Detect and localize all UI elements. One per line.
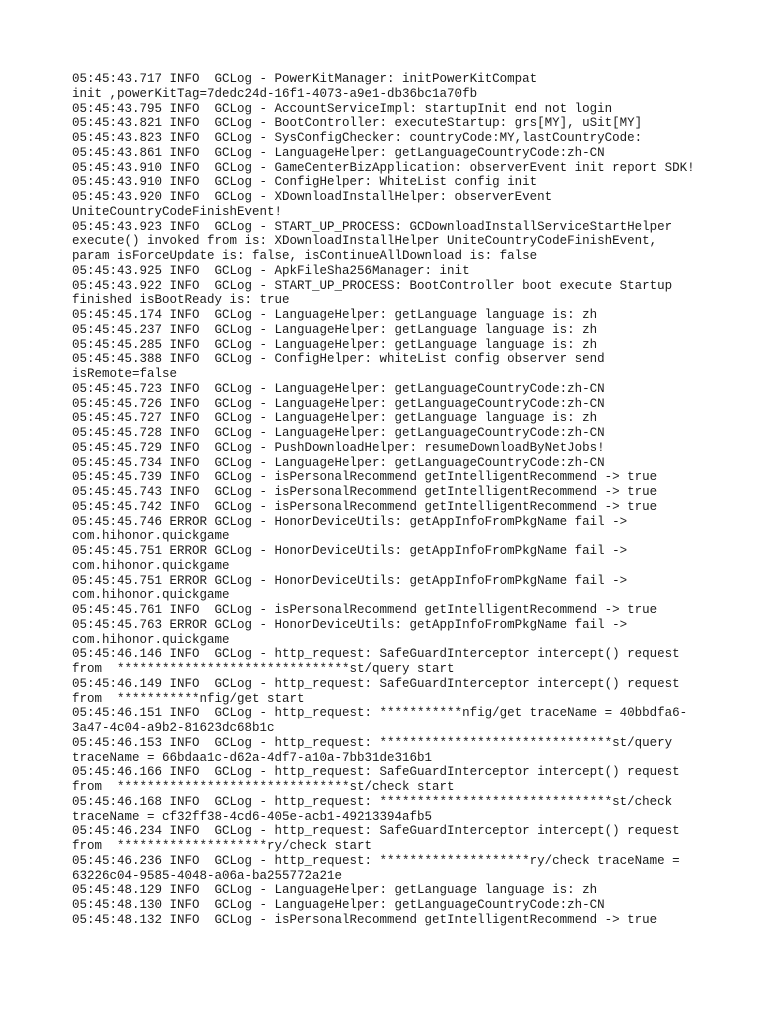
log-line: from ***********nfig/get start <box>72 691 305 706</box>
log-line: 05:45:46.168 INFO GCLog - http_request: *******************************st/check <box>72 794 673 809</box>
log-text-block <box>72 72 712 928</box>
log-line: 05:45:45.763 ERROR GCLog - HonorDeviceUtils: getAppInfoFromPkgName fail -> <box>72 617 628 632</box>
log-line: 05:45:45.751 ERROR GCLog - HonorDeviceUtils: getAppInfoFromPkgName fail -> <box>72 573 628 588</box>
log-line: 05:45:45.388 INFO GCLog - ConfigHelper: whiteList config observer send <box>72 352 605 367</box>
log-line: com.hihonor.quickgame <box>72 632 230 647</box>
log-line: 05:45:45.742 INFO GCLog - isPersonalRecommend getIntelligentRecommend -> true <box>72 499 658 514</box>
log-line: traceName = cf32ff38-4cd6-405e-acb1-49213394afb5 <box>72 809 433 824</box>
log-line: com.hihonor.quickgame <box>72 558 230 573</box>
log-line: 05:45:43.821 INFO GCLog - BootController: executeStartup: grs[MY], uSit[MY] <box>72 116 643 131</box>
log-line: 05:45:43.823 INFO GCLog - SysConfigChecker: countryCode:MY,lastCountryCode: <box>72 131 643 145</box>
log-line: 05:45:45.734 INFO GCLog - LanguageHelper: getLanguageCountryCode:zh-CN <box>72 455 605 470</box>
log-line: 05:45:48.130 INFO GCLog - LanguageHelper: getLanguageCountryCode:zh-CN <box>72 898 605 912</box>
log-line: from *******************************st/check start <box>72 780 455 794</box>
log-line: 05:45:48.129 INFO GCLog - LanguageHelper: getLanguage language is: zh <box>72 883 598 898</box>
log-line: finished isBootReady is: true <box>72 293 290 308</box>
log-line: 05:45:45.723 INFO GCLog - LanguageHelper: getLanguageCountryCode:zh-CN <box>72 381 605 396</box>
log-line: 05:45:43.910 INFO GCLog - ConfigHelper: WhiteList config init <box>72 175 538 190</box>
log-line: execute() invoked from is: XDownloadInstallHelper UniteCountryCodeFinishEvent, <box>72 234 658 249</box>
log-line: 05:45:45.727 INFO GCLog - LanguageHelper: getLanguage language is: zh <box>72 411 598 426</box>
log-line: 05:45:46.149 INFO GCLog - http_request: SafeGuardInterceptor intercept() request <box>72 676 680 691</box>
log-line: 05:45:46.153 INFO GCLog - http_request: *******************************st/query <box>72 735 673 750</box>
log-line: from *******************************st/query start <box>72 662 455 676</box>
log-line: 05:45:45.237 INFO GCLog - LanguageHelper: getLanguage language is: zh <box>72 322 598 337</box>
log-line: com.hihonor.quickgame <box>72 529 230 544</box>
log-line: 05:45:45.728 INFO GCLog - LanguageHelper: getLanguageCountryCode:zh-CN <box>72 426 605 440</box>
log-line: 05:45:45.739 INFO GCLog - isPersonalRecommend getIntelligentRecommend -> true <box>72 470 658 485</box>
log-line: 05:45:43.923 INFO GCLog - START_UP_PROCESS: GCDownloadInstallServiceStartHelper <box>72 219 673 234</box>
log-line: 05:45:46.151 INFO GCLog - http_request: ***********nfig/get traceName = 40bbdfa6- <box>72 706 688 721</box>
log-line: 05:45:45.285 INFO GCLog - LanguageHelper: getLanguage language is: zh <box>72 337 598 352</box>
log-line: 05:45:46.146 INFO GCLog - http_request: SafeGuardInterceptor intercept() request <box>72 647 680 662</box>
log-line: init ,powerKitTag=7dedc24d-16f1-4073-a9e1-db36bc1a70fb <box>72 86 478 101</box>
log-line: UniteCountryCodeFinishEvent! <box>72 204 283 219</box>
log-line: com.hihonor.quickgame <box>72 588 230 603</box>
log-line: 05:45:45.174 INFO GCLog - LanguageHelper: getLanguage language is: zh <box>72 308 598 322</box>
log-line: 05:45:45.729 INFO GCLog - PushDownloadHelper: resumeDownloadByNetJobs! <box>72 440 605 455</box>
log-line: 05:45:46.234 INFO GCLog - http_request: SafeGuardInterceptor intercept() request <box>72 824 680 839</box>
log-line: 05:45:45.761 INFO GCLog - isPersonalRecommend getIntelligentRecommend -> true <box>72 603 658 617</box>
log-line: 05:45:43.925 INFO GCLog - ApkFileSha256Manager: init <box>72 263 470 278</box>
log-line: 05:45:48.132 INFO GCLog - isPersonalRecommend getIntelligentRecommend -> true <box>72 912 658 927</box>
log-line: 05:45:45.726 INFO GCLog - LanguageHelper: getLanguageCountryCode:zh-CN <box>72 396 605 411</box>
log-line: 05:45:43.861 INFO GCLog - LanguageHelper: getLanguageCountryCode:zh-CN <box>72 145 605 160</box>
log-line: 05:45:45.751 ERROR GCLog - HonorDeviceUtils: getAppInfoFromPkgName fail -> <box>72 544 628 558</box>
log-line: 05:45:43.910 INFO GCLog - GameCenterBizApplication: observerEvent init report SDK! <box>72 160 695 175</box>
log-line: 05:45:43.795 INFO GCLog - AccountServiceImpl: startupInit end not login <box>72 101 613 116</box>
log-line: 3a47-4c04-a9b2-81623dc68b1c <box>72 721 275 735</box>
log-line: 05:45:46.166 INFO GCLog - http_request: SafeGuardInterceptor intercept() request <box>72 765 680 780</box>
log-line: 05:45:45.743 INFO GCLog - isPersonalRecommend getIntelligentRecommend -> true <box>72 485 658 499</box>
log-line: param isForceUpdate is: false, isContinueAllDownload is: false <box>72 249 538 263</box>
log-line: 63226c04-9585-4048-a06a-ba255772a21e <box>72 868 343 883</box>
log-line: from ********************ry/check start <box>72 839 373 853</box>
log-line: 05:45:45.746 ERROR GCLog - HonorDeviceUtils: getAppInfoFromPkgName fail -> <box>72 514 628 529</box>
log-line: 05:45:43.922 INFO GCLog - START_UP_PROCESS: BootController boot execute Startup <box>72 278 673 293</box>
log-line: 05:45:43.920 INFO GCLog - XDownloadInstallHelper: observerEvent <box>72 190 553 204</box>
log-line: 05:45:43.717 INFO GCLog - PowerKitManager: initPowerKitCompat <box>72 72 538 86</box>
log-line: isRemote=false <box>72 367 178 381</box>
log-line: traceName = 66bdaa1c-d62a-4df7-a10a-7bb31de316b1 <box>72 750 433 765</box>
log-line: 05:45:46.236 INFO GCLog - http_request: ********************ry/check traceName = <box>72 853 680 868</box>
